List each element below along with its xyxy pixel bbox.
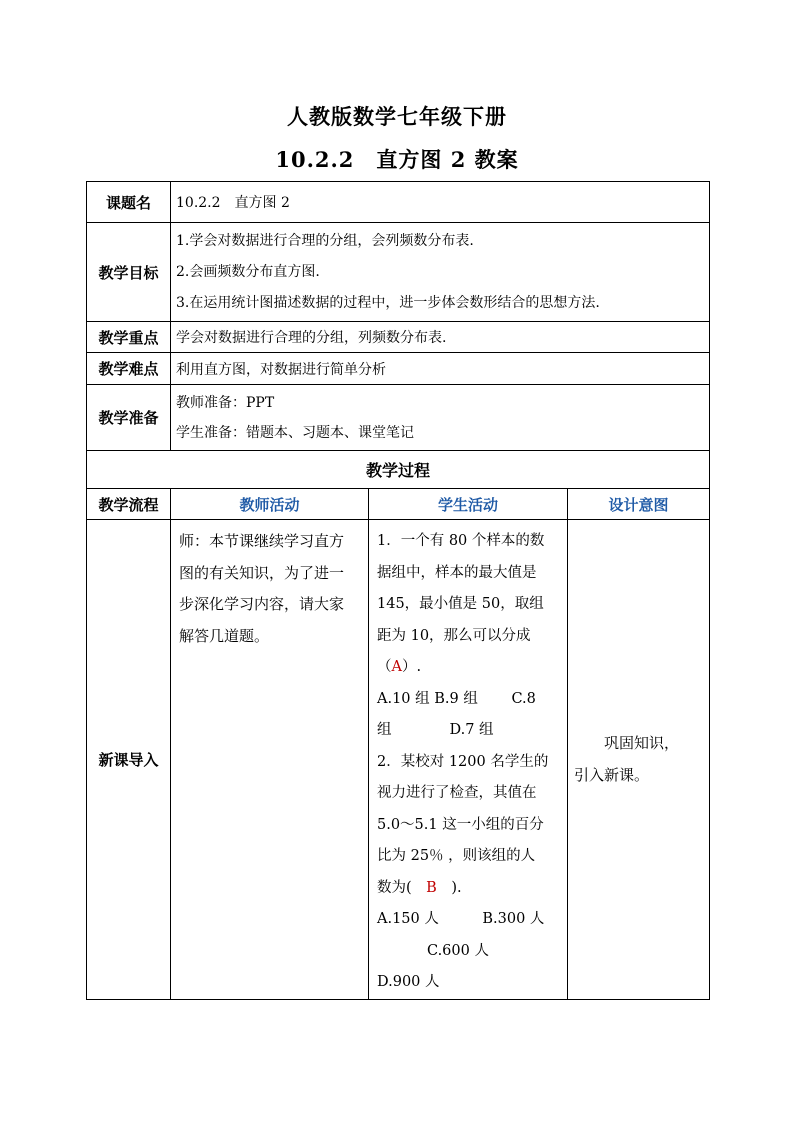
question-2-line: 比为 25％ ，则该组的人 bbox=[377, 848, 536, 864]
question-2-options: A.150 人 B.300 人 bbox=[377, 911, 545, 927]
answer-open: （ bbox=[377, 659, 392, 675]
preparation-label: 教学准备 bbox=[87, 385, 171, 451]
difficulty-row bbox=[87, 353, 710, 385]
question-1-options: 组 D.7 组 bbox=[377, 722, 494, 738]
design-intent bbox=[568, 520, 710, 1000]
teacher-line: 图的有关知识，为了进一 bbox=[179, 563, 345, 582]
teacher-line: 步深化学习内容，请大家 bbox=[179, 595, 345, 613]
column-header-flow: 教学流程 bbox=[87, 489, 171, 520]
goal-item-2: 2.会画频数分布直方图. bbox=[176, 263, 320, 280]
answer-close: ）. bbox=[401, 659, 422, 675]
question-2-answer: B bbox=[426, 879, 437, 896]
design-line: 巩固知识， bbox=[574, 734, 680, 753]
teacher-activity bbox=[171, 520, 369, 1000]
document-title: 人教版数学七年级下册 bbox=[287, 104, 507, 129]
question-2-line: 视力进行了检查，其值在 bbox=[377, 785, 537, 801]
design-line: 引入新课。 bbox=[574, 766, 650, 785]
question-2-options: D.900 人 bbox=[377, 974, 440, 990]
question-1-answer-line bbox=[377, 652, 563, 684]
preparation-row bbox=[87, 385, 710, 451]
question-2-line: 5.0～5.1 这一小组的百分 bbox=[377, 816, 544, 833]
question-1-line: 据组中，样本的最大值是 bbox=[377, 564, 537, 581]
question-2-line: 2．某校对 1200 名学生的 bbox=[377, 753, 549, 770]
goals-list bbox=[171, 223, 710, 322]
student-preparation: 学生准备：错题本、习题本、课堂笔记 bbox=[176, 424, 414, 441]
column-header-student: 学生活动 bbox=[369, 489, 568, 520]
stage-label: 新课导入 bbox=[87, 520, 171, 1000]
keypoint-label: 教学重点 bbox=[87, 322, 171, 353]
stage-row-intro bbox=[87, 520, 710, 1000]
process-title: 教学过程 bbox=[87, 451, 710, 489]
topic-value: 10.2.2 直方图 2 bbox=[171, 182, 710, 223]
answer-open: 数为( bbox=[377, 879, 427, 896]
question-1-answer: A bbox=[391, 659, 402, 675]
column-header-design: 设计意图 bbox=[568, 489, 710, 520]
lesson-plan-table bbox=[86, 181, 710, 1000]
teacher-line: 解答几道题。 bbox=[179, 626, 270, 645]
goal-item-1: 1.学会对数据进行合理的分组，会列频数分布表. bbox=[176, 232, 474, 249]
question-1-line: 1．一个有 80 个样本的数 bbox=[377, 533, 545, 549]
question-1-line: 145，最小值是 50，取组 bbox=[377, 596, 544, 612]
difficulty-label: 教学难点 bbox=[87, 353, 171, 385]
teacher-preparation: 教师准备：PPT bbox=[176, 394, 275, 411]
teacher-line: 师：本节课继续学习直方 bbox=[179, 532, 345, 550]
column-header-teacher: 教师活动 bbox=[171, 489, 369, 520]
goals-label: 教学目标 bbox=[87, 223, 171, 322]
question-2-options: C.600 人 bbox=[427, 942, 489, 959]
question-1-line: 距为 10，那么可以分成 bbox=[377, 627, 531, 644]
question-2-answer-line bbox=[377, 873, 563, 905]
document-subtitle: 10.2.2 直方图 2 教案 bbox=[275, 147, 519, 172]
topic-row bbox=[87, 182, 710, 223]
process-header-row bbox=[87, 489, 710, 520]
preparation-list bbox=[171, 385, 710, 451]
keypoint-row bbox=[87, 322, 710, 353]
goals-row bbox=[87, 223, 710, 322]
difficulty-value: 利用直方图，对数据进行简单分析 bbox=[171, 353, 710, 385]
student-activity bbox=[369, 520, 568, 1000]
keypoint-value: 学会对数据进行合理的分组，列频数分布表. bbox=[171, 322, 710, 353]
topic-label: 课题名 bbox=[87, 182, 171, 223]
goal-item-3: 3.在运用统计图描述数据的过程中，进一步体会数形结合的思想方法. bbox=[176, 294, 600, 311]
answer-close: ). bbox=[436, 879, 462, 896]
question-1-options: A.10 组 B.9 组 C.8 bbox=[377, 690, 536, 707]
process-title-row bbox=[87, 451, 710, 489]
